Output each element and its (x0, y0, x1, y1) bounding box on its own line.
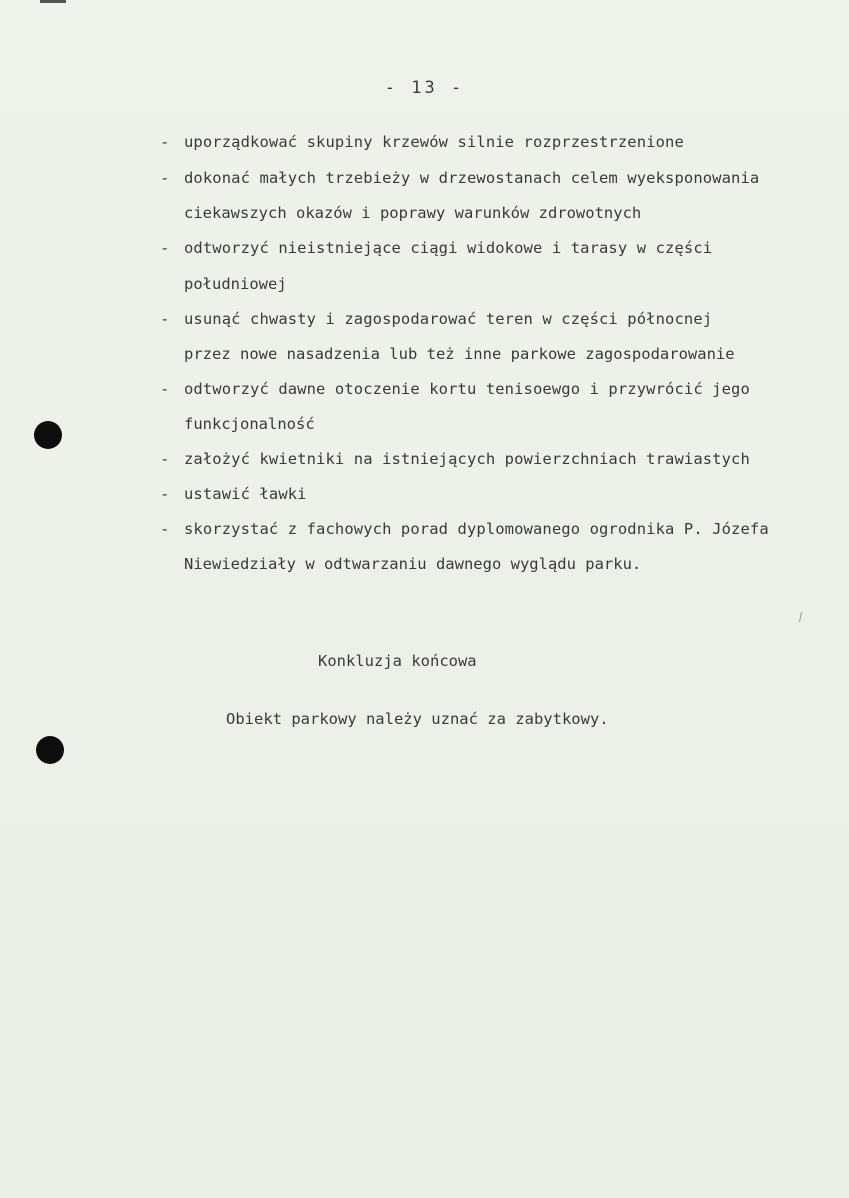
top-edge-mark (40, 0, 66, 3)
list-item-continuation: południowej (184, 275, 287, 293)
list-dash: - (160, 380, 170, 398)
list-dash: - (160, 485, 170, 503)
list-item (160, 131, 684, 153)
conclusion-text: Obiekt parkowy należy uznać za zabytkowy. (226, 710, 609, 728)
list-dash: - (160, 133, 170, 151)
list-item-text: usunąć chwasty i zagospodarować teren w części północnej (184, 310, 713, 328)
list-dash: - (160, 169, 170, 187)
list-dash: - (160, 310, 170, 328)
list-item (160, 308, 712, 330)
list-item-text: uporządkować skupiny krzewów silnie rozprzestrzenione (184, 133, 684, 151)
list-item (160, 167, 759, 189)
list-item-text: skorzystać z fachowych porad dyplomowanego ogrodnika P. Józefa (184, 520, 769, 538)
list-item-text: odtworzyć dawne otoczenie kortu tenisoewgo i przywrócić jego (184, 380, 750, 398)
list-item (160, 448, 750, 470)
list-item-text: założyć kwietniki na istniejących powierzchniach trawiastych (184, 450, 750, 468)
list-item-continuation: przez nowe nasadzenia lub też inne parkowe zagospodarowanie (184, 345, 735, 363)
list-dash: - (160, 520, 170, 538)
section-heading: Konkluzja końcowa (318, 652, 477, 670)
list-item-continuation: ciekawszych okazów i poprawy warunków zdrowotnych (184, 204, 642, 222)
page-number: - 13 - (384, 78, 465, 98)
list-item (160, 518, 769, 540)
list-item-continuation: funkcjonalność (184, 415, 315, 433)
list-item-text: odtworzyć nieistniejące ciągi widokowe i tarasy w części (184, 239, 713, 257)
punch-hole (34, 421, 62, 449)
list-item-text: ustawić ławki (184, 485, 307, 503)
list-item (160, 483, 307, 505)
stray-pen-mark (799, 612, 802, 622)
punch-hole (36, 736, 64, 764)
list-dash: - (160, 450, 170, 468)
list-dash: - (160, 239, 170, 257)
list-item (160, 378, 750, 400)
list-item (160, 237, 712, 259)
list-item-text: dokonać małych trzebieży w drzewostanach celem wyeksponowania (184, 169, 760, 187)
list-item-continuation: Niewiedziały w odtwarzaniu dawnego wyglądu parku. (184, 555, 642, 573)
